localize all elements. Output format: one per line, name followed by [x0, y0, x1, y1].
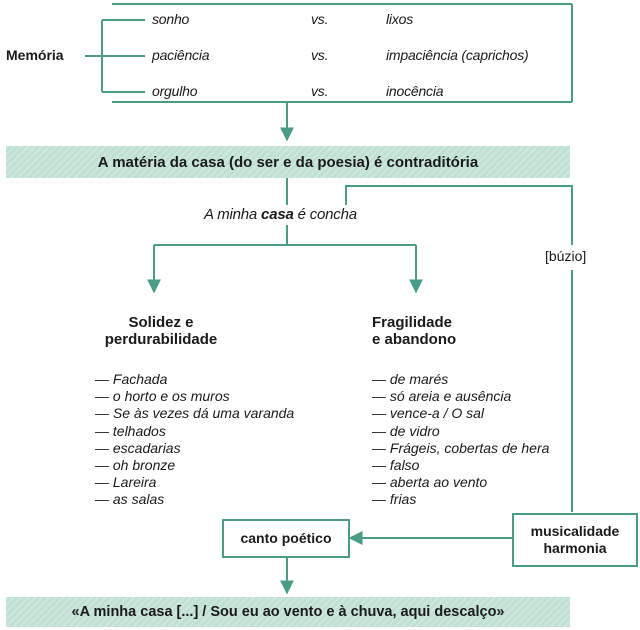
memory-right-lixos: lixos [386, 11, 414, 27]
list-item: — só areia e ausência [372, 388, 512, 405]
memory-right-inocencia: inocência [386, 83, 444, 99]
list-item: — Lareira [95, 474, 157, 491]
memory-vs: vs. [311, 83, 329, 99]
left-branch-heading [96, 314, 226, 348]
right-heading-line2: e abandono [372, 331, 457, 348]
concha-emphasis: casa [261, 206, 294, 223]
left-heading-line1: Solidez e [128, 314, 194, 331]
list-item: — Fachada [95, 371, 168, 387]
top-banner [6, 146, 570, 178]
list-item: — telhados [95, 422, 166, 439]
memory-left-sonho: sonho [152, 11, 190, 27]
buzio-label: [búzio] [545, 248, 587, 264]
music-line2: harmonia [543, 540, 607, 556]
buzio-loop-line [346, 186, 572, 245]
concha-pre: A minha [204, 206, 262, 223]
bottom-banner-text: «A minha casa [...] / Sou eu ao vento e à chuva, aqui descalço» [71, 604, 505, 620]
list-item: — Se às vezes dá uma varanda [95, 405, 295, 422]
memory-vs: vs. [311, 47, 329, 63]
list-item: — oh bronze [95, 457, 176, 474]
memory-left-orgulho: orgulho [152, 83, 198, 99]
memory-left-paciencia: paciência [152, 47, 210, 63]
list-item: — de marés [372, 371, 449, 387]
list-item: — frias [372, 491, 417, 508]
list-item: — aberta ao vento [372, 474, 488, 491]
list-item: — vence-a / O sal [372, 405, 485, 422]
list-item: — escadarias [95, 439, 181, 456]
top-banner-text: A matéria da casa (do ser e da poesia) é contraditória [97, 153, 479, 171]
list-item: — o horto e os muros [95, 388, 230, 405]
concha-phrase [204, 206, 357, 223]
bottom-banner [6, 597, 570, 627]
music-box [512, 513, 638, 567]
music-line1: musicalidade [530, 523, 620, 539]
list-item: — Frágeis, cobertas de hera [372, 439, 550, 456]
memory-right-impaciencia: impaciência (caprichos) [386, 47, 529, 63]
left-heading-line2: perdurabilidade [104, 331, 218, 348]
memory-label: Memória [6, 47, 64, 63]
list-item: — falso [372, 457, 420, 474]
left-branch-list [95, 371, 294, 509]
canto-poetico-label: canto poético [240, 530, 332, 546]
right-branch-list [372, 371, 549, 509]
memory-vs: vs. [311, 11, 329, 27]
canto-poetico-box [222, 519, 350, 558]
right-branch-heading [372, 314, 456, 348]
list-item: — as salas [95, 491, 165, 508]
list-item: — de vidro [372, 422, 440, 439]
concha-post: é concha [293, 206, 357, 223]
right-heading-line1: Fragilidade [372, 314, 453, 331]
